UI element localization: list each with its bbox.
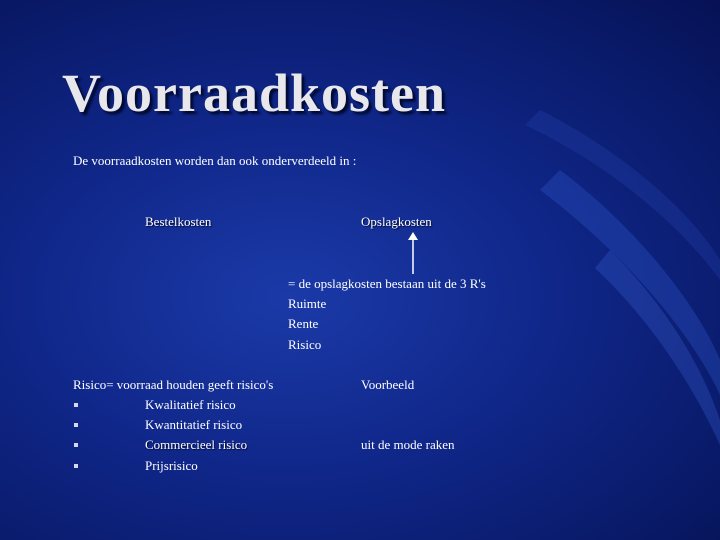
bullet-icon: [74, 443, 78, 447]
risk-type-item: Prijsrisico: [145, 458, 198, 473]
storage-explanation: = de opslagkosten bestaan uit de 3 R's: [288, 276, 486, 291]
risk-type-item: Kwalitatief risico: [145, 397, 236, 412]
bullet-icon: [74, 423, 78, 427]
branch-opslagkosten: Opslagkosten: [361, 214, 432, 229]
example-text: uit de mode raken: [361, 437, 455, 452]
bullet-icon: [74, 403, 78, 407]
r-item: Risico: [288, 337, 322, 352]
example-heading: Voorbeeld: [361, 377, 415, 392]
r-item: Ruimte: [288, 296, 327, 311]
bullet-icon: [74, 464, 78, 468]
slide-title: Voorraadkosten: [62, 63, 447, 123]
risk-heading: Risico= voorraad houden geeft risico's: [73, 377, 274, 392]
up-arrow-icon: [407, 232, 419, 274]
branch-bestelkosten: Bestelkosten: [145, 214, 212, 229]
risk-type-item: Commercieel risico: [145, 437, 248, 452]
risk-type-item: Kwantitatief risico: [145, 417, 243, 432]
r-item: Rente: [288, 316, 319, 331]
intro-text: De voorraadkosten worden dan ook onderverdeeld in :: [73, 153, 357, 168]
